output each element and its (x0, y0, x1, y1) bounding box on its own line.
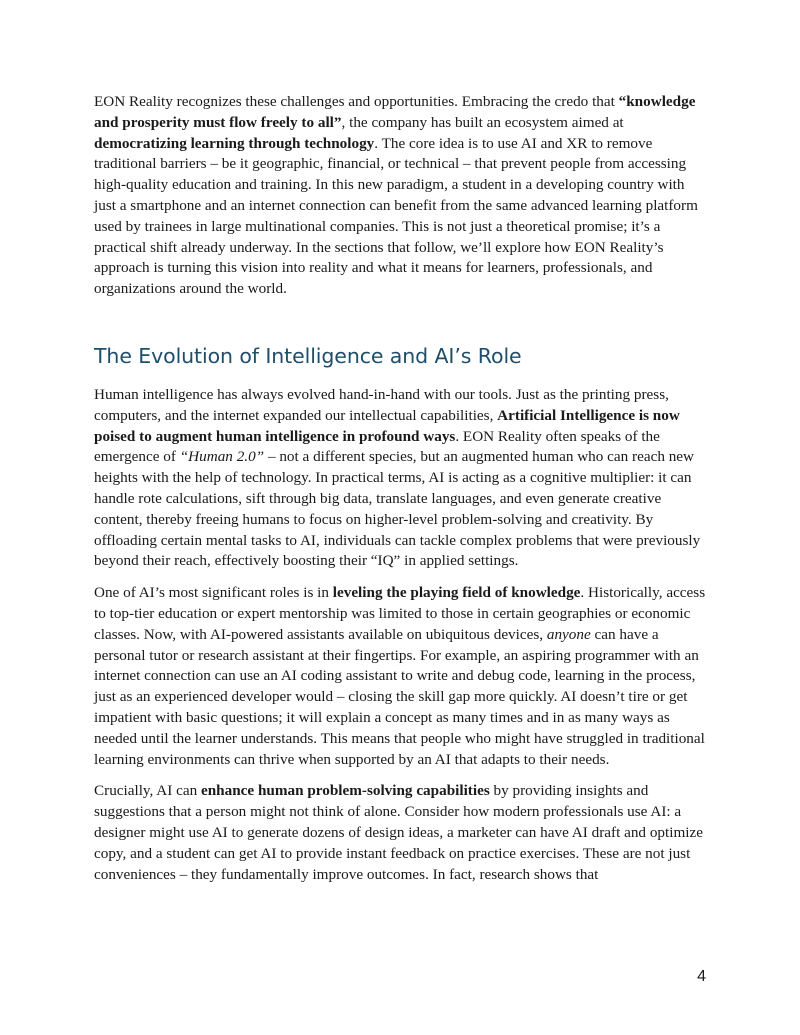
body-paragraph-1 (94, 385, 708, 572)
intro-text-3: . The core idea is to use AI and XR to remove traditional barriers – be it geographic, financial, or technical – that prevent people from accessing high-quality education and training. In this new paradigm, a student in a developing country with just a smartphone and an internet connection can benefit from the same advanced learning platform used by trainees in large multinational companies. This is not just a theoretical promise; it’s a practical shift already underway. In the sections that follow, we’ll explore how EON Reality’s approach is turning this vision into reality and what it means for learners, professionals, and organizations around the world. (94, 134, 698, 298)
body-paragraph-3 (94, 781, 708, 885)
para3-text-2: by providing insights and suggestions that a person might not think of alone. Consider how modern professionals use AI: a designer might use AI to generate dozens of design ideas, a marketer can have AI draft and optimize copy, and a student can get AI to provide instant feedback on practice exercises. These are not just conveniences – they fundamentally improve outcomes. In fact, research shows that (94, 782, 703, 883)
para1-bold: Artificial Intelligence is now poised to augment human intelligence in profound ways (94, 406, 680, 445)
para1-text-1: Human intelligence has always evolved hand-in-hand with our tools. Just as the printing press, computers, and the internet expanded our intellectual capabilities, (94, 385, 669, 424)
para2-bold: leveling the playing field of knowledge (332, 584, 581, 602)
para1-italic: “Human 2.0” (179, 448, 265, 466)
page-content (94, 92, 708, 896)
para1-text-3: – not a different species, but an augmented human who can reach new heights with the help of technology. In practical terms, AI is acting as a cognitive multiplier: it can handle rote calculations, sift through big data, translate languages, and even generate creative content, thereby freeing humans to focus on higher-level problem-solving and creativity. By offloading certain mental tasks to AI, individuals can tackle complex problems that were previously beyond their reach, effectively boosting their “IQ” in applied settings. (94, 448, 701, 570)
para2-text-2: . Historically, access to top-tier education or expert mentorship was limited to those in certain geographies or economic classes. Now, with AI-powered assistants available on ubiquitous devices, (94, 584, 706, 643)
para3-bold: enhance human problem-solving capabilities (200, 782, 490, 800)
section-heading: The Evolution of Intelligence and AI’s Role (94, 343, 522, 368)
para3-text-1: Crucially, AI can (94, 782, 201, 800)
intro-text-2: , the company has built an ecosystem aimed at (341, 113, 624, 131)
para2-text-1: One of AI’s most significant roles is in (94, 584, 333, 602)
body-paragraph-2 (94, 583, 708, 770)
intro-text-1: EON Reality recognizes these challenges and opportunities. Embracing the credo that (94, 93, 619, 110)
intro-bold-democratizing: democratizing learning through technology (94, 134, 375, 152)
page-number: 4 (697, 968, 706, 985)
intro-paragraph (94, 92, 708, 300)
para1-text-2: . EON Reality often speaks of the emergence of (94, 427, 660, 466)
para2-italic: anyone (546, 625, 591, 643)
intro-bold-credo: “knowledge and prosperity must flow freely to all” (94, 93, 696, 131)
para2-text-3: can have a personal tutor or research assistant at their fingertips. For example, an aspiring programmer with an internet connection can use an AI coding assistant to write and debug code, learning in the process, just as an experienced developer would – closing the skill gap more quickly. AI doesn’t tire or get impatient with basic questions; it will explain a concept as many times and in as many ways as needed until the learner understands. This means that people who might have struggled in traditional learning environments can thrive when supported by an AI that adapts to their needs. (94, 625, 705, 768)
